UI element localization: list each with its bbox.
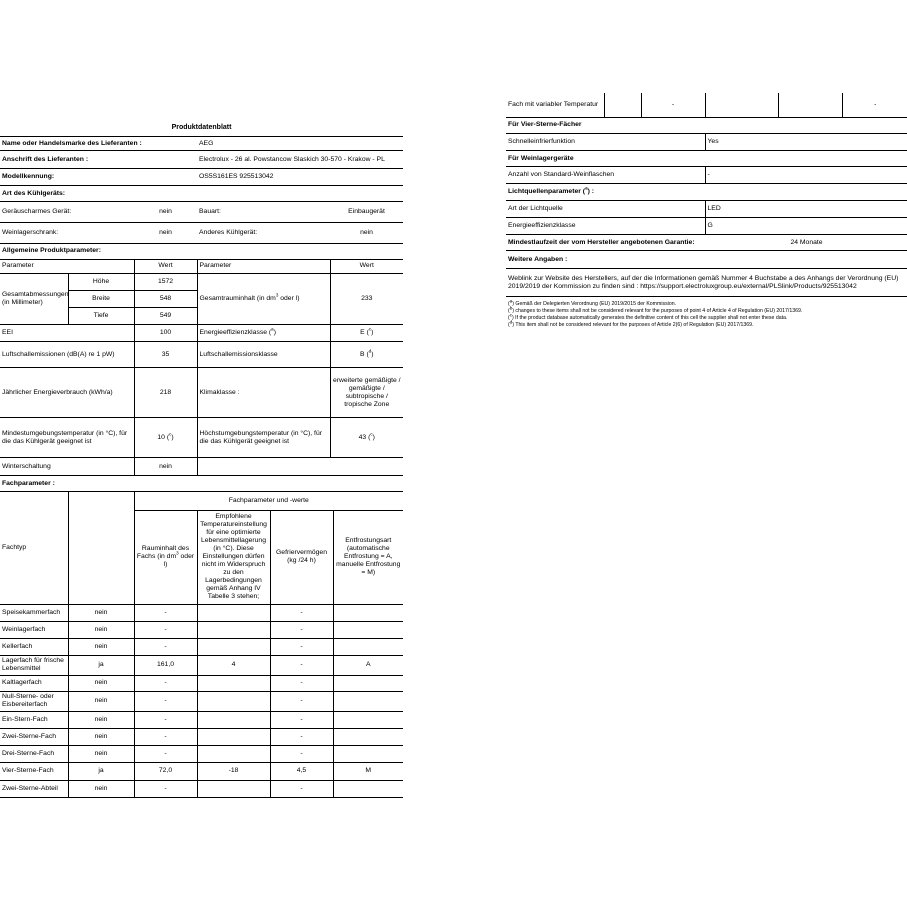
comp-col-temp: Empfohlene Temperatureinstellung für eine optimierte Lebensmittellagerung (in °C). Diese Einstellungen dürfen nicht im Widerspruch zu den Lagerbedingungen gemäß Anhang IV Tabelle 3 stehen; — [197, 510, 270, 604]
compartment-present: ja — [68, 762, 134, 780]
quick-freeze-label: Schnelleinfrierfunktion — [506, 134, 705, 151]
quick-freeze-value: Yes — [705, 134, 907, 151]
compartment-name: Kellerfach — [0, 638, 68, 655]
low-noise-label: Geräuscharmes Gerät: — [0, 202, 134, 222]
model-label: Modellkennung: — [0, 169, 197, 186]
compartment-temp — [197, 604, 270, 621]
compartment-row — [0, 655, 403, 675]
design-value: Einbaugerät — [330, 202, 403, 222]
compartment-present: nein — [68, 745, 134, 762]
compartment-defrost — [333, 675, 403, 691]
winter-label: Winterschaltung — [0, 458, 134, 476]
compartment-defrost — [333, 621, 403, 638]
comp-col-volume: Rauminhalt des Fachs (in $dm^3$ oder l) — [134, 510, 197, 604]
compartment-header: Fachparameter : — [0, 476, 403, 492]
compartment-name: Zwei-Sterne-Fach — [0, 728, 68, 745]
footnotes — [506, 297, 907, 329]
compartment-freeze: - — [270, 604, 333, 621]
weblink-text: Weblink zur Website des Herstellers, auf der die Informationen gemäß Nummer 4 Buchstabe a des Anhangs der Verordnung (EU) 2019/2019 der Kommission zu finden sind : https://support.electroluxgroup.eu/external/PLSlink/Products/925513042 — [506, 269, 907, 297]
wine-header: Für Weinlagergeräte — [506, 151, 907, 167]
param-col-header-1: Parameter — [0, 260, 134, 274]
compartment-defrost — [333, 691, 403, 711]
compartment-volume: - — [134, 745, 197, 762]
volume-label: Gesamtrauminhalt (in $dm^3$ oder l) — [197, 274, 330, 325]
wine-bottles-value: - — [705, 167, 907, 184]
light-header: Lichtquellenparameter ($^a$) : — [506, 184, 907, 201]
light-type-value: LED — [705, 201, 907, 218]
height-value: 1572 — [134, 274, 197, 291]
wine-bottles-label: Anzahl von Standard-Weinflaschen — [506, 167, 705, 184]
compartment-defrost — [333, 638, 403, 655]
compartment-name: Null-Sterne- oder Eisbereiterfach — [0, 691, 68, 711]
compartment-temp: -18 — [197, 762, 270, 780]
compartment-freeze: - — [270, 675, 333, 691]
compartment-freeze: - — [270, 691, 333, 711]
compartment-freeze: - — [270, 745, 333, 762]
footnote: ($^b$) changes to these items shall not be considered relevant for the purposes of point 4 of Article 4 of Regulation (EU) 2017/1369. — [508, 305, 803, 314]
light-type-label: Art der Lichtquelle — [506, 201, 705, 218]
compartment-volume: 161,0 — [134, 655, 197, 675]
climate-value: erweiterte gemäßigte / gemäßigte / subtropische / tropische Zone — [330, 368, 403, 418]
compartment-temp — [197, 675, 270, 691]
compartment-freeze: - — [270, 711, 333, 728]
compartment-temp: 4 — [197, 655, 270, 675]
light-class-value: G — [705, 218, 907, 235]
other-appliance-label: Anderes Kühlgerät: — [197, 222, 330, 243]
variable-temp-label: Fach mit variabler Temperatur — [506, 93, 604, 117]
more-info-header: Weitere Angaben : — [506, 251, 907, 269]
compartment-freeze: - — [270, 638, 333, 655]
compartment-row — [0, 621, 403, 638]
compartment-row — [0, 691, 403, 711]
warranty-label: Mindestlaufzeit der vom Hersteller angebotenen Garantie: — [506, 235, 705, 251]
compartment-present: nein — [68, 691, 134, 711]
warranty-value: 24 Monate — [705, 235, 907, 251]
compartment-temp — [197, 691, 270, 711]
compartment-volume: - — [134, 675, 197, 691]
compartment-temp — [197, 638, 270, 655]
footnote: ($^d$) This item shall not be considered relevant for the purposes of Article 2(6) of Regulation (EU) 2017/1369. — [508, 319, 754, 328]
max-temp-label: Höchstumgebungstemperatur (in °C), für die das Kühlgerät geeignet ist — [197, 418, 330, 458]
compartment-temp — [197, 711, 270, 728]
energy-value: 218 — [134, 368, 197, 418]
address-label: Anschrift des Lieferanten : — [0, 151, 197, 169]
compartment-name: Weinlagerfach — [0, 621, 68, 638]
address-value: Electrolux - 26 al. Powstancow Slaskich 30-570 - Krakow - PL — [197, 151, 403, 169]
compartment-row — [0, 762, 403, 780]
variable-temp-value-2: - — [842, 93, 907, 117]
comp-col-defrost: Entfrostungsart (automatische Entfrostung = A, manuelle Entfrostung = M) — [333, 510, 403, 604]
eei-label: EEI — [0, 325, 134, 342]
footnote: ($^c$) If the product database automatically generates the definitive content of this cell the supplier shall not enter these data. — [508, 312, 788, 321]
noise-label: Luftschallemissionen (dB(A) re 1 pW) — [0, 342, 134, 368]
light-class-label: Energieeffizienzklasse — [506, 218, 705, 235]
compartment-row — [0, 675, 403, 691]
compartment-freeze: - — [270, 621, 333, 638]
winter-value: nein — [134, 458, 197, 476]
compartment-temp — [197, 728, 270, 745]
page-title: Produktdatenblatt — [171, 124, 232, 131]
supplier-label: Name oder Handelsmarke des Lieferanten : — [0, 137, 197, 151]
compartment-present: nein — [68, 621, 134, 638]
width-value: 548 — [134, 291, 197, 308]
compartment-defrost — [333, 780, 403, 797]
compartment-defrost — [333, 728, 403, 745]
noise-class-label: Luftschallemissionsklasse — [197, 342, 330, 368]
compartment-name: Vier-Sterne-Fach — [0, 762, 68, 780]
compartment-freeze: - — [270, 728, 333, 745]
extra-params-table — [506, 118, 907, 298]
dimensions-label: Gesamtabmessungen (in Millimeter) — [0, 274, 68, 325]
compartment-name: Zwei-Sterne-Abteil — [0, 780, 68, 797]
compartment-volume: - — [134, 711, 197, 728]
low-noise-value: nein — [134, 202, 197, 222]
right-datasheet-page — [506, 93, 907, 329]
general-header: Allgemeine Produktparameter: — [0, 243, 403, 259]
compartment-freeze: - — [270, 655, 333, 675]
ee-class-value: E ($^c$) — [330, 325, 403, 342]
compartment-row — [0, 711, 403, 728]
design-label: Bauart: — [197, 202, 330, 222]
energy-label: Jährlicher Energieverbrauch (kWh/a) — [0, 368, 134, 418]
compartment-volume: - — [134, 691, 197, 711]
height-label: Höhe — [68, 274, 134, 291]
compartment-row — [0, 745, 403, 762]
ee-class-label: Energieeffizienzklasse ($^a$) — [197, 325, 330, 342]
compartment-row — [0, 638, 403, 655]
left-datasheet-page — [0, 108, 403, 798]
compartment-name: Speisekammerfach — [0, 604, 68, 621]
compartment-row — [0, 604, 403, 621]
compartment-name: Kaltlagerfach — [0, 675, 68, 691]
other-appliance-value: nein — [330, 222, 403, 243]
eei-value: 100 — [134, 325, 197, 342]
compartment-volume: 72,0 — [134, 762, 197, 780]
compartment-table — [0, 492, 403, 798]
depth-value: 549 — [134, 308, 197, 325]
volume-value: 233 — [330, 274, 403, 325]
compartment-present: ja — [68, 655, 134, 675]
comp-col-type: Fachtyp — [0, 492, 68, 604]
compartment-volume: - — [134, 621, 197, 638]
variable-temp-table — [506, 93, 907, 118]
compartment-row — [0, 780, 403, 797]
width-label: Breite — [68, 291, 134, 308]
value-col-header-1: Wert — [134, 260, 197, 274]
compartment-present: nein — [68, 728, 134, 745]
compartment-temp — [197, 745, 270, 762]
compartment-present: nein — [68, 638, 134, 655]
general-params-table — [0, 260, 403, 493]
compartment-freeze: 4,5 — [270, 762, 333, 780]
supplier-value: AEG — [197, 137, 403, 151]
compartment-volume: - — [134, 728, 197, 745]
compartment-temp — [197, 780, 270, 797]
compartment-defrost — [333, 604, 403, 621]
comp-group-header: Fachparameter und -werte — [134, 492, 403, 510]
min-temp-label: Mindestumgebungstemperatur (in °C), für die das Kühlgerät geeignet ist — [0, 418, 134, 458]
appliance-type-table — [0, 202, 403, 260]
compartment-defrost — [333, 745, 403, 762]
footnote: ($^a$) Gemäß der Delegierten Verordnung (EU) 2019/2015 der Kommission. — [508, 298, 677, 307]
compartment-defrost — [333, 711, 403, 728]
compartment-name: Drei-Sterne-Fach — [0, 745, 68, 762]
compartment-present: nein — [68, 604, 134, 621]
variable-temp-value-1: - — [641, 93, 705, 117]
compartment-present: nein — [68, 675, 134, 691]
compartment-volume: - — [134, 604, 197, 621]
noise-class-value: B ($^d$) — [330, 342, 403, 368]
datasheet-header-table — [0, 108, 403, 202]
comp-col-freeze: Gefriervermögen (kg /24 h) — [270, 510, 333, 604]
compartment-defrost: A — [333, 655, 403, 675]
wine-cabinet-label: Weinlagerschrank: — [0, 222, 134, 243]
noise-value: 35 — [134, 342, 197, 368]
compartment-row — [0, 728, 403, 745]
compartment-present: nein — [68, 711, 134, 728]
min-temp-value: 10 ($^c$) — [134, 418, 197, 458]
four-star-header: Für Vier-Sterne-Fächer — [506, 118, 907, 134]
compartment-freeze: - — [270, 780, 333, 797]
param-col-header-2: Parameter — [197, 260, 330, 274]
compartment-temp — [197, 621, 270, 638]
model-value: OS5S161ES 925513042 — [197, 169, 403, 186]
value-col-header-2: Wert — [330, 260, 403, 274]
compartment-defrost: M — [333, 762, 403, 780]
compartment-name: Lagerfach für frische Lebensmittel — [0, 655, 68, 675]
compartment-present: nein — [68, 780, 134, 797]
climate-label: Klimaklasse : — [197, 368, 330, 418]
depth-label: Tiefe — [68, 308, 134, 325]
type-header: Art des Kühlgeräts: — [0, 186, 403, 202]
wine-cabinet-value: nein — [134, 222, 197, 243]
max-temp-value: 43 ($^c$) — [330, 418, 403, 458]
compartment-name: Ein-Stern-Fach — [0, 711, 68, 728]
compartment-volume: - — [134, 780, 197, 797]
compartment-volume: - — [134, 638, 197, 655]
